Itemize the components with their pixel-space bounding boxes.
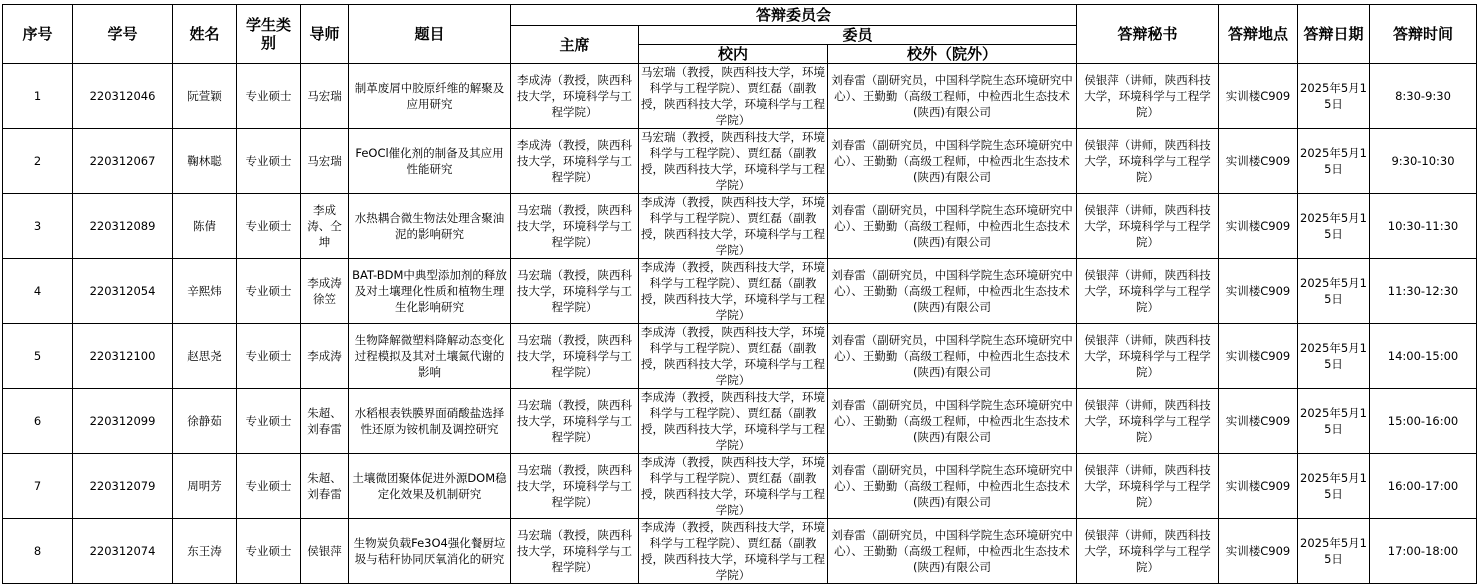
header-student-type: 学生类别 (237, 5, 301, 64)
header-location: 答辩地点 (1219, 5, 1298, 64)
cell-secretary: 侯银萍（讲师，陕西科技大学，环境科学与工程学院） (1077, 129, 1219, 194)
cell-date: 2025年5月15日 (1298, 129, 1370, 194)
cell-advisor: 马宏瑞 (301, 64, 349, 129)
cell-name: 陈倩 (173, 194, 237, 259)
cell-student-id: 220312079 (73, 454, 173, 519)
cell-internal: 李成涛（教授，陕西科技大学，环境科学与工程学院）、贾红磊（副教授，陕西科技大学，环境科学与工程学院） (639, 324, 828, 389)
cell-external: 刘春雷（副研究员，中国科学院生态环境研究中心）、王勤勤（高级工程师，中检西北生态技术(陕西)有限公司 (828, 454, 1077, 519)
table-row (3, 129, 1477, 194)
cell-location: 实训楼C909 (1219, 389, 1298, 454)
cell-student-id: 220312074 (73, 519, 173, 584)
table-row (3, 454, 1477, 519)
cell-internal: 李成涛（教授，陕西科技大学，环境科学与工程学院）、贾红磊（副教授，陕西科技大学，环境科学与工程学院） (639, 259, 828, 324)
header-chair: 主席 (511, 26, 639, 64)
cell-topic: 生物炭负载Fe3O4强化餐厨垃圾与秸秆协同厌氧消化的研究 (349, 519, 511, 584)
cell-secretary: 侯银萍（讲师，陕西科技大学，环境科学与工程学院） (1077, 389, 1219, 454)
cell-student-type: 专业硕士 (237, 454, 301, 519)
cell-seq: 7 (3, 454, 73, 519)
cell-chair: 李成涛（教授，陕西科技大学，环境科学与工程学院） (511, 129, 639, 194)
cell-seq: 3 (3, 194, 73, 259)
cell-secretary: 侯银萍（讲师，陕西科技大学，环境科学与工程学院） (1077, 324, 1219, 389)
cell-topic: BAT-BDM中典型添加剂的释放及对土壤理化性质和植物生理生化影响研究 (349, 259, 511, 324)
cell-chair: 马宏瑞（教授，陕西科技大学，环境科学与工程学院） (511, 519, 639, 584)
header-secretary: 答辩秘书 (1077, 5, 1219, 64)
cell-student-id: 220312067 (73, 129, 173, 194)
cell-location: 实训楼C909 (1219, 194, 1298, 259)
cell-chair: 马宏瑞（教授，陕西科技大学，环境科学与工程学院） (511, 194, 639, 259)
cell-internal: 李成涛（教授，陕西科技大学，环境科学与工程学院）、贾红磊（副教授，陕西科技大学，环境科学与工程学院） (639, 389, 828, 454)
cell-external: 刘春雷（副研究员，中国科学院生态环境研究中心）、王勤勤（高级工程师，中检西北生态技术(陕西)有限公司 (828, 324, 1077, 389)
defense-schedule-table (2, 4, 1477, 584)
cell-seq: 4 (3, 259, 73, 324)
cell-external: 刘春雷（副研究员，中国科学院生态环境研究中心）、王勤勤（高级工程师，中检西北生态技术(陕西)有限公司 (828, 64, 1077, 129)
cell-topic: 制革废屑中胶原纤维的解聚及应用研究 (349, 64, 511, 129)
cell-time: 17:00-18:00 (1370, 519, 1477, 584)
cell-date: 2025年5月15日 (1298, 324, 1370, 389)
cell-location: 实训楼C909 (1219, 324, 1298, 389)
cell-name: 赵思尧 (173, 324, 237, 389)
cell-seq: 6 (3, 389, 73, 454)
header-topic: 题目 (349, 5, 511, 64)
cell-external: 刘春雷（副研究员，中国科学院生态环境研究中心）、王勤勤（高级工程师，中检西北生态技术(陕西)有限公司 (828, 259, 1077, 324)
cell-location: 实训楼C909 (1219, 64, 1298, 129)
header-advisor: 导师 (301, 5, 349, 64)
cell-student-type: 专业硕士 (237, 129, 301, 194)
cell-seq: 2 (3, 129, 73, 194)
cell-advisor: 马宏瑞 (301, 129, 349, 194)
cell-student-id: 220312100 (73, 324, 173, 389)
cell-name: 东王涛 (173, 519, 237, 584)
cell-time: 9:30-10:30 (1370, 129, 1477, 194)
cell-date: 2025年5月15日 (1298, 454, 1370, 519)
cell-name: 徐静茹 (173, 389, 237, 454)
cell-advisor: 李成涛、仝坤 (301, 194, 349, 259)
cell-location: 实训楼C909 (1219, 259, 1298, 324)
cell-external: 刘春雷（副研究员，中国科学院生态环境研究中心）、王勤勤（高级工程师，中检西北生态技术(陕西)有限公司 (828, 389, 1077, 454)
cell-secretary: 侯银萍（讲师，陕西科技大学，环境科学与工程学院） (1077, 64, 1219, 129)
cell-advisor: 朱超、刘春雷 (301, 389, 349, 454)
cell-student-type: 专业硕士 (237, 519, 301, 584)
cell-advisor: 李成涛徐笠 (301, 259, 349, 324)
cell-secretary: 侯银萍（讲师，陕西科技大学，环境科学与工程学院） (1077, 259, 1219, 324)
cell-secretary: 侯银萍（讲师，陕西科技大学，环境科学与工程学院） (1077, 194, 1219, 259)
cell-chair: 马宏瑞（教授，陕西科技大学，环境科学与工程学院） (511, 454, 639, 519)
cell-seq: 8 (3, 519, 73, 584)
cell-student-id: 220312089 (73, 194, 173, 259)
table-row (3, 259, 1477, 324)
cell-date: 2025年5月15日 (1298, 389, 1370, 454)
header-date: 答辩日期 (1298, 5, 1370, 64)
header-time: 答辩时间 (1370, 5, 1477, 64)
cell-chair: 马宏瑞（教授，陕西科技大学，环境科学与工程学院） (511, 324, 639, 389)
cell-internal: 马宏瑞（教授，陕西科技大学，环境科学与工程学院）、贾红磊（副教授，陕西科技大学，环境科学与工程学院） (639, 64, 828, 129)
cell-name: 周明芳 (173, 454, 237, 519)
header-internal: 校内 (639, 45, 828, 64)
cell-time: 10:30-11:30 (1370, 194, 1477, 259)
cell-chair: 马宏瑞（教授，陕西科技大学，环境科学与工程学院） (511, 389, 639, 454)
cell-chair: 李成涛（教授，陕西科技大学，环境科学与工程学院） (511, 64, 639, 129)
cell-topic: 水稻根表铁膜界面硝酸盐选择性还原为铵机制及调控研究 (349, 389, 511, 454)
table-row (3, 389, 1477, 454)
cell-student-type: 专业硕士 (237, 324, 301, 389)
cell-chair: 马宏瑞（教授，陕西科技大学，环境科学与工程学院） (511, 259, 639, 324)
table-body (3, 64, 1477, 584)
cell-advisor: 李成涛 (301, 324, 349, 389)
cell-secretary: 侯银萍（讲师，陕西科技大学，环境科学与工程学院） (1077, 519, 1219, 584)
cell-student-id: 220312099 (73, 389, 173, 454)
cell-topic: 生物降解微塑料降解动态变化过程模拟及其对土壤氮代谢的影响 (349, 324, 511, 389)
cell-time: 15:00-16:00 (1370, 389, 1477, 454)
cell-seq: 5 (3, 324, 73, 389)
cell-student-type: 专业硕士 (237, 64, 301, 129)
cell-name: 阮萱颖 (173, 64, 237, 129)
cell-student-type: 专业硕士 (237, 259, 301, 324)
cell-secretary: 侯银萍（讲师，陕西科技大学，环境科学与工程学院） (1077, 454, 1219, 519)
table-row (3, 519, 1477, 584)
cell-student-type: 专业硕士 (237, 389, 301, 454)
header-external: 校外（院外） (828, 45, 1077, 64)
header-row-top (3, 5, 1477, 26)
cell-location: 实训楼C909 (1219, 454, 1298, 519)
cell-internal: 李成涛（教授，陕西科技大学，环境科学与工程学院）、贾红磊（副教授，陕西科技大学，环境科学与工程学院） (639, 519, 828, 584)
cell-name: 鞠林聪 (173, 129, 237, 194)
cell-name: 辛熙炜 (173, 259, 237, 324)
cell-date: 2025年5月15日 (1298, 519, 1370, 584)
table-row (3, 324, 1477, 389)
cell-seq: 1 (3, 64, 73, 129)
cell-date: 2025年5月15日 (1298, 64, 1370, 129)
cell-time: 8:30-9:30 (1370, 64, 1477, 129)
cell-date: 2025年5月15日 (1298, 259, 1370, 324)
table-row (3, 64, 1477, 129)
header-seq: 序号 (3, 5, 73, 64)
cell-external: 刘春雷（副研究员，中国科学院生态环境研究中心）、王勤勤（高级工程师，中检西北生态技术(陕西)有限公司 (828, 129, 1077, 194)
cell-student-id: 220312054 (73, 259, 173, 324)
cell-internal: 李成涛（教授，陕西科技大学，环境科学与工程学院）、贾红磊（副教授，陕西科技大学，环境科学与工程学院） (639, 454, 828, 519)
header-members: 委员 (639, 26, 1077, 45)
cell-date: 2025年5月15日 (1298, 194, 1370, 259)
cell-time: 14:00-15:00 (1370, 324, 1477, 389)
cell-student-type: 专业硕士 (237, 194, 301, 259)
cell-topic: 土壤微团聚体促进外源DOM稳定化效果及机制研究 (349, 454, 511, 519)
cell-student-id: 220312046 (73, 64, 173, 129)
header-student-id: 学号 (73, 5, 173, 64)
cell-location: 实训楼C909 (1219, 519, 1298, 584)
cell-time: 11:30-12:30 (1370, 259, 1477, 324)
cell-external: 刘春雷（副研究员，中国科学院生态环境研究中心）、王勤勤（高级工程师，中检西北生态技术(陕西)有限公司 (828, 519, 1077, 584)
header-committee: 答辩委员会 (511, 5, 1077, 26)
table-row (3, 194, 1477, 259)
cell-advisor: 侯银萍 (301, 519, 349, 584)
cell-external: 刘春雷（副研究员，中国科学院生态环境研究中心）、王勤勤（高级工程师，中检西北生态技术(陕西)有限公司 (828, 194, 1077, 259)
cell-topic: FeOCl催化剂的制备及其应用性能研究 (349, 129, 511, 194)
cell-internal: 李成涛（教授，陕西科技大学，环境科学与工程学院）、贾红磊（副教授，陕西科技大学，环境科学与工程学院） (639, 194, 828, 259)
cell-time: 16:00-17:00 (1370, 454, 1477, 519)
header-name: 姓名 (173, 5, 237, 64)
cell-location: 实训楼C909 (1219, 129, 1298, 194)
cell-topic: 水热耦合微生物法处理含聚油泥的影响研究 (349, 194, 511, 259)
cell-internal: 马宏瑞（教授，陕西科技大学，环境科学与工程学院）、贾红磊（副教授，陕西科技大学，环境科学与工程学院） (639, 129, 828, 194)
cell-advisor: 朱超、刘春雷 (301, 454, 349, 519)
